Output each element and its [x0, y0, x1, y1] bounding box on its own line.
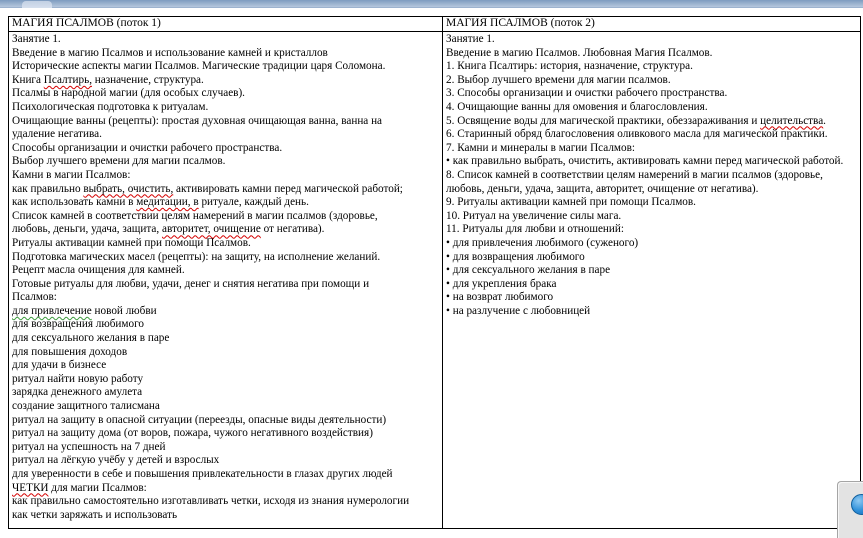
- course-topic-line: [446, 305, 858, 319]
- topic-text: 1. Книга Псалтирь: история, назначение, структура.: [446, 60, 693, 73]
- topic-text: как правильно: [12, 182, 84, 195]
- topic-text: создание защитного талисмана: [12, 400, 160, 413]
- spellcheck-red-squiggle: Псалтирь,: [43, 73, 92, 86]
- course-topic-line: [12, 142, 440, 156]
- topic-text: Рецепт масла очищения для камней.: [12, 264, 185, 277]
- table-body-row: [9, 32, 861, 529]
- topic-text: ритуал на защиту в опасной ситуации (переезды, опасные виды деятельности): [12, 413, 387, 426]
- topic-text: Психологическая подготовка к ритуалам.: [12, 100, 209, 113]
- topic-text: назначение, структура.: [92, 73, 204, 86]
- course-syllabus-table: [8, 16, 861, 529]
- spellcheck-red-squiggle: целительства: [760, 114, 824, 127]
- course-topic-line: [12, 74, 440, 88]
- course-topic-line: [446, 101, 858, 115]
- topic-text: Занятие 1.: [446, 33, 495, 45]
- course-topic-line: [12, 482, 440, 496]
- course-topic-line: [12, 468, 440, 482]
- topic-text: ритуал на защиту дома (от воров, пожара, чужого негативного воздействия): [12, 427, 373, 440]
- spellcheck-red-squiggle: медитации, в: [136, 196, 199, 209]
- topic-text: любовь, деньги, удача, защита, авторитет, очищение от негатива).: [446, 182, 759, 195]
- column-header-stream1: МАГИЯ ПСАЛМОВ (поток 1): [9, 17, 443, 32]
- column-header-stream2: МАГИЯ ПСАЛМОВ (поток 2): [443, 17, 861, 32]
- course-topic-line: [446, 60, 858, 74]
- course-topic-line: [12, 373, 440, 387]
- course-topic-line: [12, 264, 440, 278]
- topic-text: 4. Очищающие ванны для омовения и благословления.: [446, 100, 708, 113]
- topic-text: • для укрепления брака: [446, 277, 557, 290]
- topic-text: Введение в магию Псалмов и использование камней и кристаллов: [12, 46, 328, 59]
- topic-text: 8. Список камней в соответствии целям намерений в магии псалмов (здоровье,: [446, 168, 823, 181]
- topic-text: Исторические аспекты магии Псалмов. Магические традиции царя Соломона.: [12, 60, 386, 73]
- topic-text: .: [823, 114, 826, 127]
- course-topic-line: [446, 33, 858, 47]
- topic-text: Занятие 1.: [12, 33, 61, 45]
- topic-text: ритуал на лёгкую учёбу у детей и взрослых: [12, 454, 220, 467]
- topic-text: Ритуалы активации камней при помощи Псалмов.: [12, 236, 251, 249]
- topic-text: ритуал найти новую работу: [12, 372, 144, 385]
- course-topic-line: [12, 441, 440, 455]
- topic-text: ритуале, каждый день.: [198, 196, 309, 209]
- course-topic-line: [446, 210, 858, 224]
- topic-text: Список камней в соответствии целям намерений в магии псалмов (здоровье,: [12, 209, 378, 222]
- window-tab: [22, 1, 52, 8]
- topic-text: 6. Старинный обряд благословения оливкового масла для магической практики.: [446, 128, 828, 141]
- course-topic-line: [12, 278, 440, 292]
- topic-text: • на разлучение с любовницей: [446, 304, 591, 317]
- topic-text: • для возвращения любимого: [446, 250, 585, 263]
- course-topic-line: [12, 196, 440, 210]
- topic-text: Псалмы в народной магии (для особых случаев).: [12, 87, 245, 100]
- course-topic-line: [12, 155, 440, 169]
- topic-text: Псалмов:: [12, 291, 57, 304]
- course-topic-line: [12, 414, 440, 428]
- window-chrome-bar: [0, 0, 863, 8]
- topic-text: 2. Выбор лучшего времени для магии псалмов.: [446, 73, 671, 86]
- course-topic-line: [446, 87, 858, 101]
- course-topic-line: [12, 332, 440, 346]
- course-topic-line: [446, 251, 858, 265]
- widget-blue-button[interactable]: [851, 494, 863, 515]
- course-topic-line: [12, 87, 440, 101]
- course-topic-line: [12, 33, 440, 47]
- course-topic-line: [446, 264, 858, 278]
- stream1-topic-list: [12, 33, 440, 522]
- topic-text: для уверенности в себе и повышения привлекательности в глазах других людей: [12, 468, 393, 480]
- course-topic-line: [446, 291, 858, 305]
- topic-text: • для сексуального желания в паре: [446, 264, 611, 277]
- course-topic-line: [12, 251, 440, 265]
- topic-text: новой любви: [91, 304, 157, 317]
- course-topic-line: [12, 291, 440, 305]
- topic-text: 5. Освящение воды для магической практики, обеззараживания и: [446, 114, 761, 127]
- topic-text: для повышения доходов: [12, 345, 128, 358]
- spellcheck-red-squiggle: авторитет, очищение: [161, 223, 261, 236]
- topic-text: 10. Ритуал на увеличение силы мага.: [446, 209, 622, 222]
- course-topic-line: [12, 305, 440, 319]
- course-topic-line: [12, 454, 440, 468]
- topic-text: как правильно самостоятельно изготавливать четки, исходя из знания нумерологии: [12, 495, 410, 508]
- course-topic-line: [12, 359, 440, 373]
- course-topic-line: [446, 196, 858, 210]
- topic-text: Выбор лучшего времени для магии псалмов.: [12, 155, 226, 168]
- topic-text: для сексуального желания в паре: [12, 332, 170, 345]
- topic-text: • как правильно выбрать, очистить, активировать камни перед магической работой.: [446, 155, 844, 168]
- course-topic-line: [446, 47, 858, 61]
- topic-text: Введение в магию Псалмов. Любовная Магия Псалмов.: [446, 46, 713, 59]
- course-topic-line: [446, 74, 858, 88]
- topic-text: 11. Ритуалы для любви и отношений:: [446, 223, 624, 236]
- course-topic-line: [446, 142, 858, 156]
- spellcheck-red-squiggle: ЧЕТКИ: [12, 481, 49, 494]
- topic-text: зарядка денежного амулета: [12, 386, 143, 399]
- course-topic-line: [12, 115, 440, 129]
- topic-text: 3. Способы организации и очистки рабочего пространства.: [446, 87, 728, 100]
- spellcheck-green-squiggle: для привлечение: [12, 304, 92, 317]
- topic-text: от негатива).: [260, 223, 325, 236]
- course-topic-line: [12, 210, 440, 224]
- course-topic-line: [446, 223, 858, 237]
- topic-text: 9. Ритуалы активации камней при помощи Псалмов.: [446, 196, 696, 209]
- course-topic-line: [12, 223, 440, 237]
- topic-text: • для привлечения любимого (суженого): [446, 236, 639, 249]
- course-topic-line: [446, 169, 858, 183]
- course-topic-line: [12, 509, 440, 523]
- course-topic-line: [12, 427, 440, 441]
- course-topic-line: [446, 183, 858, 197]
- course-topic-line: [12, 237, 440, 251]
- topic-text: Камни в магии Псалмов:: [12, 168, 131, 181]
- stream1-syllabus-cell: [9, 32, 443, 529]
- course-topic-line: [12, 47, 440, 61]
- course-topic-line: [12, 346, 440, 360]
- topic-text: Готовые ритуалы для любви, удачи, денег и снятия негатива при помощи и: [12, 277, 370, 290]
- topic-text: как четки заряжать и использовать: [12, 508, 178, 521]
- floating-widget-panel: [837, 481, 863, 538]
- course-topic-line: [12, 101, 440, 115]
- table-header-row: [9, 17, 861, 32]
- stream2-syllabus-cell: [443, 32, 861, 529]
- stream2-topic-list: [446, 33, 858, 318]
- topic-text: 7. Камни и минералы в магии Псалмов:: [446, 141, 635, 154]
- topic-text: Очищающие ванны (рецепты): простая духовная очищающая ванна, ванна на: [12, 114, 383, 127]
- course-topic-line: [446, 278, 858, 292]
- course-topic-line: [446, 128, 858, 142]
- course-topic-line: [12, 400, 440, 414]
- topic-text: • на возврат любимого: [446, 291, 554, 304]
- course-topic-line: [446, 115, 858, 129]
- course-topic-line: [12, 318, 440, 332]
- course-topic-line: [12, 183, 440, 197]
- course-topic-line: [12, 169, 440, 183]
- topic-text: для магии Псалмов:: [48, 481, 147, 494]
- topic-text: активировать камни перед магической работой;: [173, 182, 403, 195]
- topic-text: любовь, деньги, удача, защита,: [12, 223, 162, 236]
- topic-text: ритуал на успешность на 7 дней: [12, 440, 166, 453]
- course-topic-line: [12, 128, 440, 142]
- spellcheck-red-squiggle: выбрать, очистить,: [83, 182, 174, 195]
- course-topic-line: [446, 155, 858, 169]
- topic-text: для удачи в бизнесе: [12, 359, 107, 372]
- topic-text: Подготовка магических масел (рецепты): на защиту, на исполнение желаний.: [12, 250, 381, 263]
- course-topic-line: [12, 60, 440, 74]
- course-topic-line: [12, 495, 440, 509]
- topic-text: Книга: [12, 73, 44, 86]
- course-topic-line: [446, 237, 858, 251]
- topic-text: для возвращения любимого: [12, 318, 144, 331]
- course-topic-line: [12, 386, 440, 400]
- topic-text: Способы организации и очистки рабочего пространства.: [12, 141, 283, 154]
- topic-text: удаление негатива.: [12, 128, 102, 141]
- topic-text: как использовать камни в: [12, 196, 137, 209]
